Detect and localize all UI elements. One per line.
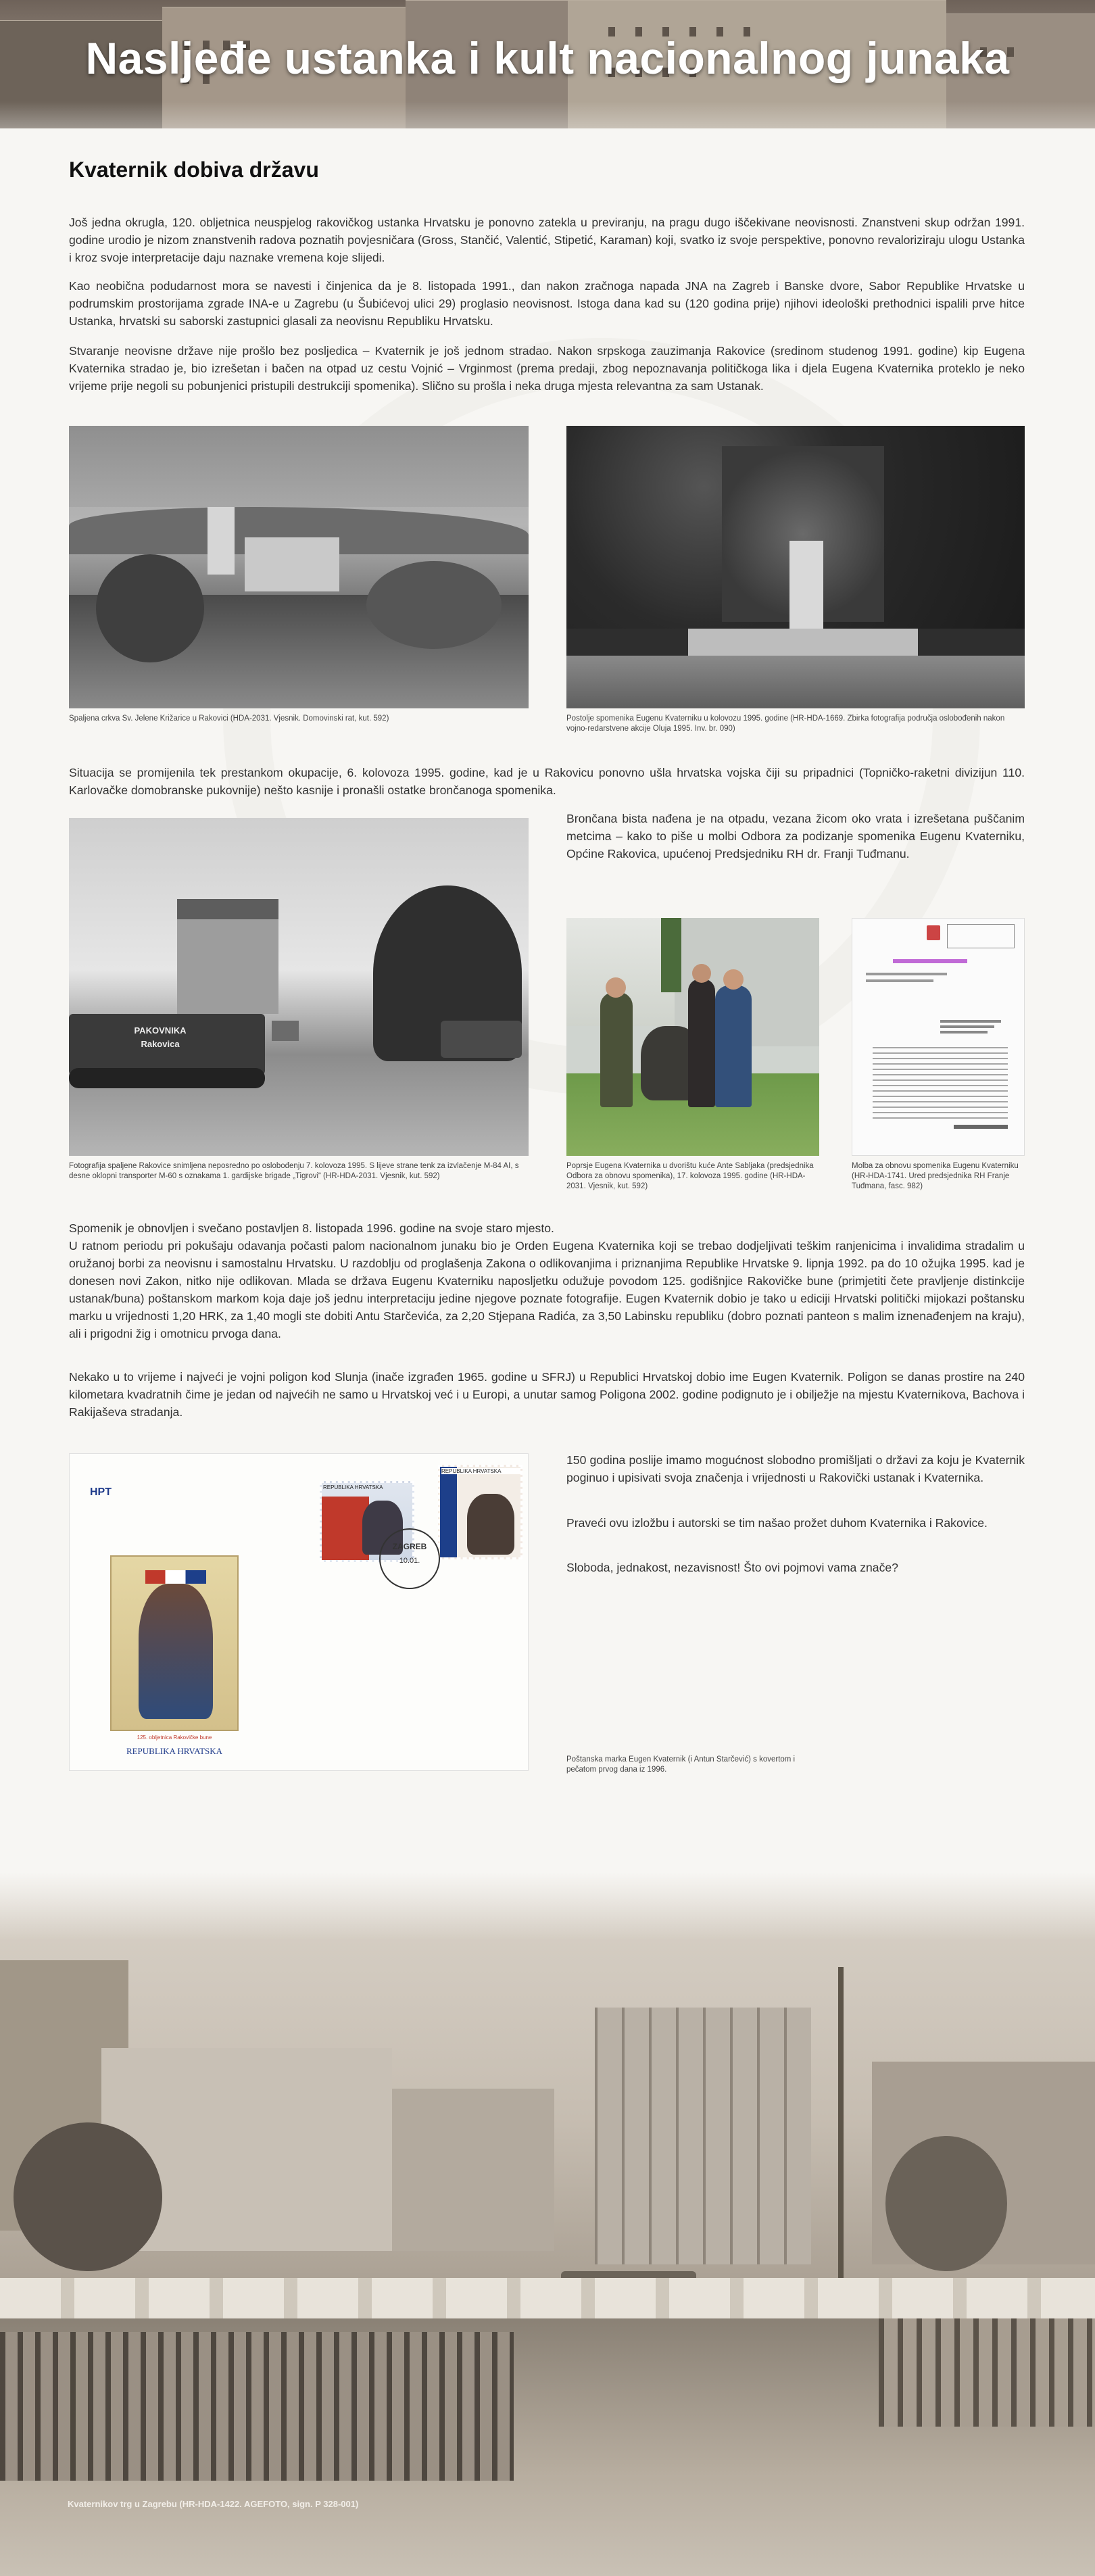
bottom-photo-caption: Kvaternikov trg u Zagrebu (HR-HDA-1422. AGEFOTO, sign. P 328-001)	[68, 2499, 359, 2509]
paragraph: Spomenik je obnovljen i svečano postavljen 8. listopada 1996. godine na svoje staro mjesto. U ratnom periodu pri pokušaju odavanja počasti palom nacionalnom junaku bio je Orden Eugena Kvaternika koji se trebao dodjeljivati teškim ranjenicima i invalidima stradalim u oružanoj borbi za neovisnu i samostalnu Hrvatsku. U razdoblju od proglašenja Zakona o odlikovanjima i priznanjima Republike Hrvatske 9. lipnja 1992. pa do 10 ožujka 1995. kad je donesen novi Zakon, nitko nije odlikovan. Mlada se država Eugenu Kvaterniku naposljetku odužuje povodom 125. godišnjice Rakovičke bune (primjetiti čete pravljenje distinkcije ustanak/buna) poštanskom markom koja daje još jednu interpretaciju jedine njegove poznate fotografije. Eugen Kvaternik dobio je tako u ediciji Hrvatski politički mijokazi poštansku marku u vrijednosti 1,20 HRK, za 1,40 mogli ste dobiti Antu Starčevića, za 2,20 Stjepana Radića, za 3,50 Labinsku republiku (dobro poznati panteon s malim iznenađenjem na kraju), ali i prigodni žig i omotnicu prvoga dana.	[69, 1221, 1025, 1340]
paragraph: Situacija se promijenila tek prestankom okupacije, 6. kolovoza 1995. godine, kad je u Rakovicu ponovno ušla hrvatska vojska čiji su pripadnici (Topničko-raketni divizijun 110. Karlovačke domobranske pukovnije) nešto kasnije i pronašli ostatke brončanoga spomenika.	[69, 766, 1025, 797]
photo-first-day-cover	[69, 1453, 529, 1771]
photo-monument-pedestal	[566, 426, 1025, 708]
stamp-starcevic	[438, 1465, 522, 1559]
paragraph: Stvaranje neovisne države nije prošlo bez posljedica – Kvaternik je još jednom stradao. Nakon srpskoga zauzimanja Rakovice (sredinom studenog 1991. godine) kip Eugena Kvaternika stradao je, bio izrešetan i bačen na otpad uz cestu Vojnić – Vrginmost (prema predaji, zbog nepoznavanja političkoga lika i djela Eugena Kvaternika proteklo je neko vrijeme prije negoli su pobunjenici pristupili destrukciji spomenika). Slično su prošla i neka druga mjesta relevantna za sam Ustanak.	[69, 344, 1025, 393]
page-title: Nasljeđe ustanka i kult nacionalnog junaka	[85, 33, 1010, 83]
photo-rakovica-tank	[69, 818, 529, 1156]
paragraph: Praveći ovu izložbu i autorski se tim našao prožet duhom Kvaternika i Rakovice.	[566, 1516, 988, 1530]
photo-burned-church	[69, 426, 529, 708]
photo-caption: Fotografija spaljene Rakovice snimljena neposredno po oslobođenju 7. kolovoza 1995. S lijeve strane tenk za izvlačenje M-84 AI, s desne oklopni transporter M-60 s oznakama 1. gardijske brigade „Tigrovi“ (HR-HDA-2031. Vjesnik, kut. 592)	[69, 1162, 519, 1180]
photo-caption: Poprsje Eugena Kvaternika u dvorištu kuće Ante Sabljaka (predsjednika Odbora za obnovu spomenika), 17. kolovoza 1995. godine (HR-HDA-2031. Vjesnik, kut. 592)	[566, 1162, 814, 1190]
stamp-country: REPUBLIKA HRVATSKA	[441, 1468, 522, 1474]
tank-label: PAKOVNIKA Rakovica	[134, 1025, 187, 1049]
paragraph: Kao neobična podudarnost mora se navesti i činjenica da je 8. listopada 1991., dan nakon zračnoga napada JNA na Zagreb i Banske dvore, Sabor Republike Hrvatske u podrumskim prostorijama zgrade INA-e u Zagrebu (u Šubićevoj ulici 29) proglasio neovisnost. Istoga dana kad su (120 godina prije) njihovi ideološki prethodnici ispalili prve hitce Ustanka, hrvatski su saborski zastupnici glasali za neovisnu Republiku Hrvatsku.	[69, 279, 1025, 328]
postmark: ZAGREB 10.01.	[379, 1528, 440, 1589]
paragraph: Nekako u to vrijeme i najveći je vojni poligon kod Slunja (inače izgrađen 1965. godine u SFRJ) u Republici Hrvatskoj dobio ime Eugen Kvaternik. Poligon se danas prostire na 240 kilometara kvadratnih čime je jedan od najvećih ne samo u Hrvatskoj već i u Europi, a unutar samog Poligona 2002. godine podignuto je i obilježje na mjestu Kvaternikova, Bachova i Rakijaševa stradanja.	[69, 1370, 1025, 1419]
paragraph: Sloboda, jednakost, nezavisnost! Što ovi pojmovi vama znače?	[566, 1561, 898, 1574]
header-banner	[0, 0, 1095, 128]
photo-petition-letter	[852, 918, 1025, 1156]
photo-kvaternik-square	[0, 1872, 1095, 2576]
photo-caption: Spaljena crkva Sv. Jelene Križarice u Rakovici (HDA-2031. Vjesnik. Domovinski rat, kut. 592)	[69, 714, 389, 723]
envelope-brand: HPT	[90, 1486, 112, 1498]
photo-caption: Poštanska marka Eugen Kvaternik (i Antun Starčević) s kovertom i pečatom prvog dana iz 1996.	[566, 1755, 796, 1774]
section-heading: Kvaternik dobiva državu	[69, 157, 319, 182]
photo-caption: Molba za obnovu spomenika Eugenu Kvaterniku (HR-HDA-1741. Ured predsjednika RH Franje Tuđmana, fasc. 982)	[852, 1162, 1019, 1190]
envelope-caption: 125. obljetnica Rakovičke bune	[137, 1734, 212, 1741]
envelope-footer: REPUBLIKA HRVATSKA	[126, 1746, 223, 1756]
paragraph: Još jedna okrugla, 120. obljetnica neuspjelog rakovičkog ustanka Hrvatsku je ponovno zatekla u previranju, na pragu dugo iščekivane neovisnosti. Znanstveni skup održan 1991. godine urodio je nizom znanstvenih radova poznatih povjesničara (Gross, Stančić, Valentić, Stipetić, Karaman) koji, svatko iz svoje perspektive, ponovno revaloriziraju ulogu Ustanka i kroz svoje interpretacije daju naznake vremena koje slijedi.	[69, 216, 1025, 264]
stamp-country: REPUBLIKA HRVATSKA	[323, 1484, 383, 1490]
paragraph: Brončana bista nađena je na otpadu, vezana žicom oko vrata i izrešetana puščanim metcima – kako to piše u molbi Odbora za podizanje spomenika Eugenu Kvaterniku, Općine Rakovica, upućenoj Predsjedniku RH dr. Franji Tuđmanu.	[566, 812, 1025, 860]
paragraph: 150 godina poslije imamo mogućnost slobodno promišljati o državi za koju je Kvaternik poginuo i upisivati svoja značenja i vrijednosti u Rakovički ustanak i Kvaternika.	[566, 1453, 1025, 1484]
photo-caption: Postolje spomenika Eugenu Kvaterniku u kolovozu 1995. godine (HR-HDA-1669. Zbirka fotografija područja oslobođenih nakon vojno-redarstvene akcije Oluja 1995. Inv. br. 090)	[566, 714, 1005, 733]
photo-bust-group	[566, 918, 819, 1156]
envelope-illustration	[110, 1555, 239, 1731]
